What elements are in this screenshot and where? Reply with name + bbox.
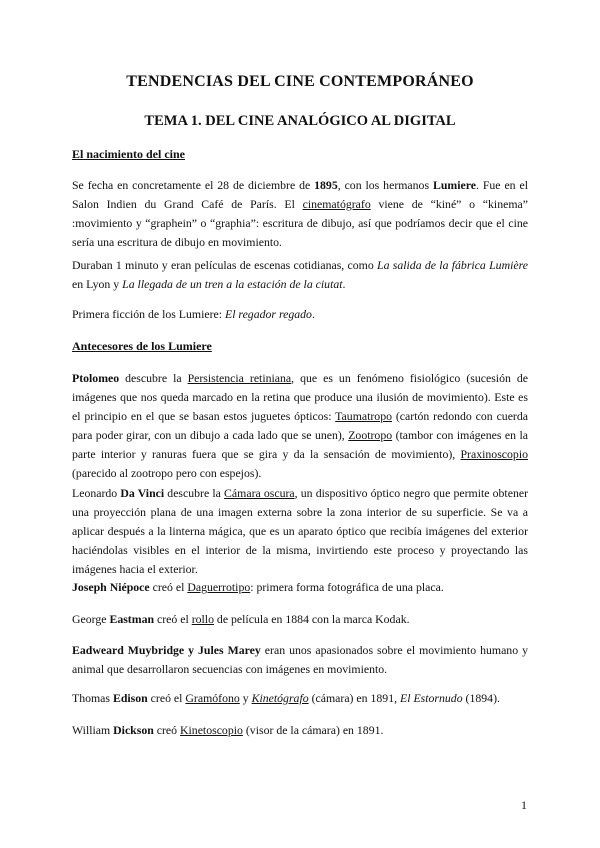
- text-run: George: [72, 612, 110, 626]
- bold-muybridge-marey: Eadweard Muybridge y Jules Marey: [72, 643, 261, 657]
- film-title-estornudo: El Estornudo: [400, 691, 463, 705]
- underlined-rollo: rollo: [191, 612, 214, 626]
- section-heading-nacimiento: El nacimiento del cine: [72, 147, 185, 161]
- text-run: William: [72, 723, 114, 737]
- text-run: , que es un fenómeno fisiológico (sucesión de imágenes que nos queda marcado en la retina que produce una ilusión de movimiento). Este es el principio en el que se basan estos juguetes ópticos:: [72, 371, 528, 423]
- paragraph-nacimiento-3: [72, 305, 528, 324]
- text-run: Se fecha en concretamente el 28 de diciembre de: [72, 178, 315, 192]
- text-run: (1894).: [462, 691, 500, 705]
- text-run: en Lyon y: [72, 277, 123, 291]
- text-run: de película en 1884 con la marca Kodak.: [213, 612, 410, 626]
- page-number: 1: [521, 798, 527, 812]
- paragraph-davinci: [72, 484, 528, 579]
- underlined-cinematografo: cinematógrafo: [302, 197, 371, 211]
- paragraph-nacimiento-2: [72, 256, 528, 294]
- paragraph-muybridge: [72, 641, 528, 679]
- underlined-daguerrotipo: Daguerrotipo: [187, 580, 251, 594]
- film-title-salida: La salida de la fábrica Lumière: [377, 258, 528, 272]
- text-run: , con los hermanos: [337, 178, 433, 192]
- bold-ptolomeo: Ptolomeo: [72, 371, 120, 385]
- text-run: Leonardo: [72, 486, 121, 500]
- bold-lumiere: Lumiere: [432, 178, 476, 192]
- text-run: .: [342, 277, 346, 291]
- text-run: (parecido al zootropo pero con espejos).: [72, 466, 262, 480]
- document-title: TENDENCIAS DEL CINE CONTEMPORÁNEO: [126, 73, 474, 90]
- bold-year: 1895: [314, 178, 338, 192]
- text-run: Primera ficción de los Lumiere:: [72, 307, 225, 321]
- text-run: Thomas: [72, 691, 113, 705]
- text-run: . Fue en el Salon Indien du Grand Café de París. El: [72, 178, 528, 211]
- underlined-praxinoscopio: Praxinoscopio: [460, 447, 528, 461]
- paragraph-edison: [72, 689, 528, 708]
- text-run: Duraban 1 minuto y eran películas de escenas cotidianas, como: [72, 258, 378, 272]
- underlined-zootropo: Zootropo: [348, 428, 393, 442]
- text-run: : primera forma fotográfica de una placa.: [250, 580, 444, 594]
- text-run: , un dispositivo óptico negro que permite obtener una proyección plana de una imagen externa sobre la zona interior de su superficie. Se va a aplicar después a la linterna mágica, que es un aparato óptico que recibía imágenes del exterior haciéndolas visibles en el interior de la misma, invirtiendo este proceso y proyectando las imágenes hacia el exterior.: [72, 486, 529, 576]
- text-run: creó el: [149, 580, 188, 594]
- bold-davinci: Da Vinci: [120, 486, 165, 500]
- text-run: creó: [153, 723, 180, 737]
- document-subtitle: TEMA 1. DEL CINE ANALÓGICO AL DIGITAL: [144, 113, 456, 129]
- text-run: creó el: [147, 691, 186, 705]
- text-run: creó el: [154, 612, 192, 626]
- paragraph-dickson: [72, 721, 528, 740]
- text-run: (tambor con imágenes en la parte interior y ranuras fuera que se gira y da la sensación de movimiento),: [72, 428, 528, 461]
- text-run: (cámara) en 1891,: [308, 691, 401, 705]
- text-run: viene de “kiné” o “kinema” :movimiento y “graphein” o “graphia”: escritura de dibujo, así que podríamos decir que el cine sería una escritura de dibujo en movimiento.: [72, 197, 528, 249]
- text-run: descubre la: [164, 486, 225, 500]
- paragraph-eastman: [72, 610, 528, 629]
- text-run: .: [311, 307, 315, 321]
- text-run: (cartón redondo con cuerda para poder girar, con un dibujo a cada lado que se unen),: [72, 409, 528, 442]
- text-run: eran unos apasionados sobre el movimiento humano y animal que desarrollaron secuencias con imágenes en movimiento.: [72, 643, 529, 676]
- underlined-kinetoscopio: Kinetoscopio: [180, 723, 243, 737]
- text-run: (visor de la cámara) en 1891.: [242, 723, 384, 737]
- underlined-camara-oscura: Cámara oscura: [224, 486, 295, 500]
- paragraph-ptolomeo: [72, 369, 528, 483]
- text-run: y: [239, 691, 252, 705]
- underlined-taumatropo: Taumatropo: [335, 409, 393, 423]
- bold-dickson: Dickson: [113, 723, 154, 737]
- underlined-gramofono: Gramófono: [185, 691, 240, 705]
- bold-edison: Edison: [112, 691, 148, 705]
- paragraph-nacimiento-1: [72, 176, 528, 252]
- bold-eastman: Eastman: [109, 612, 155, 626]
- bold-niepce: Joseph Niépoce: [72, 580, 150, 594]
- film-title-regador: El regador regado: [224, 307, 312, 321]
- underlined-persistencia: Persistencia retiniana: [187, 371, 292, 385]
- film-title-llegada: La llegada de un tren a la estación de la ciutat: [122, 277, 343, 291]
- text-run: descubre la: [119, 371, 188, 385]
- section-heading-antecesores: Antecesores de los Lumiere: [72, 339, 212, 353]
- underlined-kinetografo: Kinetógrafo: [251, 691, 309, 705]
- paragraph-niepce: [72, 578, 528, 597]
